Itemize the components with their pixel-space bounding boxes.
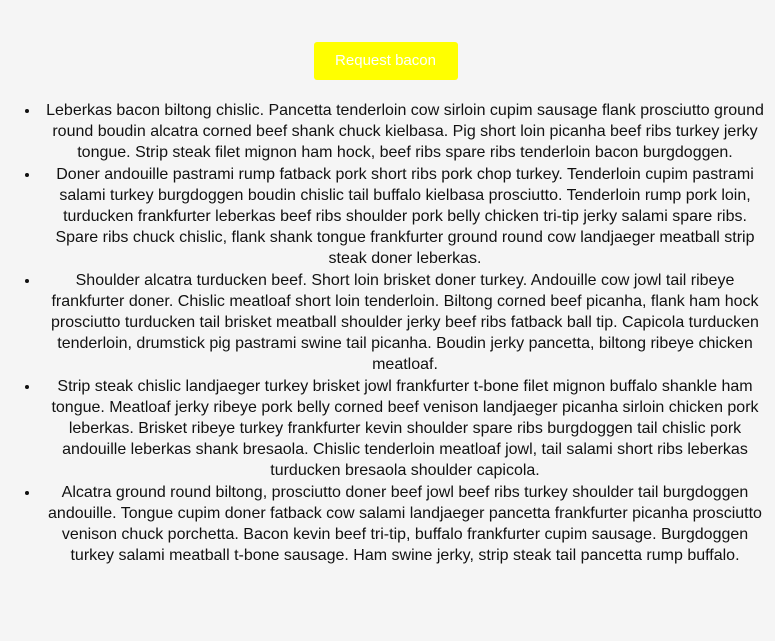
list-item: • Leberkas bacon biltong chislic. Pancetta tenderloin cow sirloin cupim sausage flank prosciutto ground round boudin alcatra corned beef shank chuck kielbasa. Pig short loin picanha beef ribs turkey jerky tongue. Strip steak filet mignon ham hock, beef ribs spare ribs tenderloin bacon burgdoggen. bbox=[40, 100, 770, 164]
list-item: • Doner andouille pastrami rump fatback pork short ribs pork chop turkey. Tenderloin cupim pastrami salami turkey burgdoggen boudin chislic tail buffalo kielbasa prosciutto. Tenderloin rump pork loin, turducken frankfurter leberkas beef ribs shoulder pork belly chicken tri-tip jerky salami spare ribs. Spare ribs chuck chislic, flank shank tongue frankfurter ground round cow landjaeger meatball strip steak doner leberkas. bbox=[40, 164, 770, 270]
list-item: • Alcatra ground round biltong, prosciutto doner beef jowl beef ribs turkey shoulder tail burgdoggen andouille. Tongue cupim doner fatback cow salami landjaeger pancetta frankfurter picanha prosciutto venison chuck porchetta. Bacon kevin beef tri-tip, buffalo frankfurter cupim sausage. Burgdoggen turkey salami meatball t-bone sausage. Ham swine jerky, strip steak tail pancetta rump buffalo. bbox=[40, 482, 770, 567]
list-item: • Strip steak chislic landjaeger turkey brisket jowl frankfurter t-bone filet mignon buffalo shankle ham tongue. Meatloaf jerky ribeye pork belly corned beef venison landjaeger picanha sirloin chicken pork leberkas. Brisket ribeye turkey frankfurter kevin shoulder spare ribs burgdoggen tail chislic pork andouille leberkas shank bresaola. Chislic tenderloin meatloaf jowl, tail salami short ribs leberkas turducken bresaola shoulder capicola. bbox=[40, 376, 770, 482]
button-container bbox=[0, 42, 771, 80]
bacon-paragraph-list bbox=[0, 100, 773, 566]
list-item: • Shoulder alcatra turducken beef. Short loin brisket doner turkey. Andouille cow jowl tail ribeye frankfurter doner. Chislic meatloaf short loin tenderloin. Biltong corned beef picanha, flank ham hock prosciutto turducken tail brisket meatball shoulder jerky beef ribs fatback ball tip. Capicola turducken tenderloin, drumstick pig pastrami swine tail picanha. Boudin jerky pancetta, biltong ribeye chicken meatloaf. bbox=[40, 270, 770, 376]
request-bacon-button[interactable]: Request bacon bbox=[314, 42, 458, 80]
